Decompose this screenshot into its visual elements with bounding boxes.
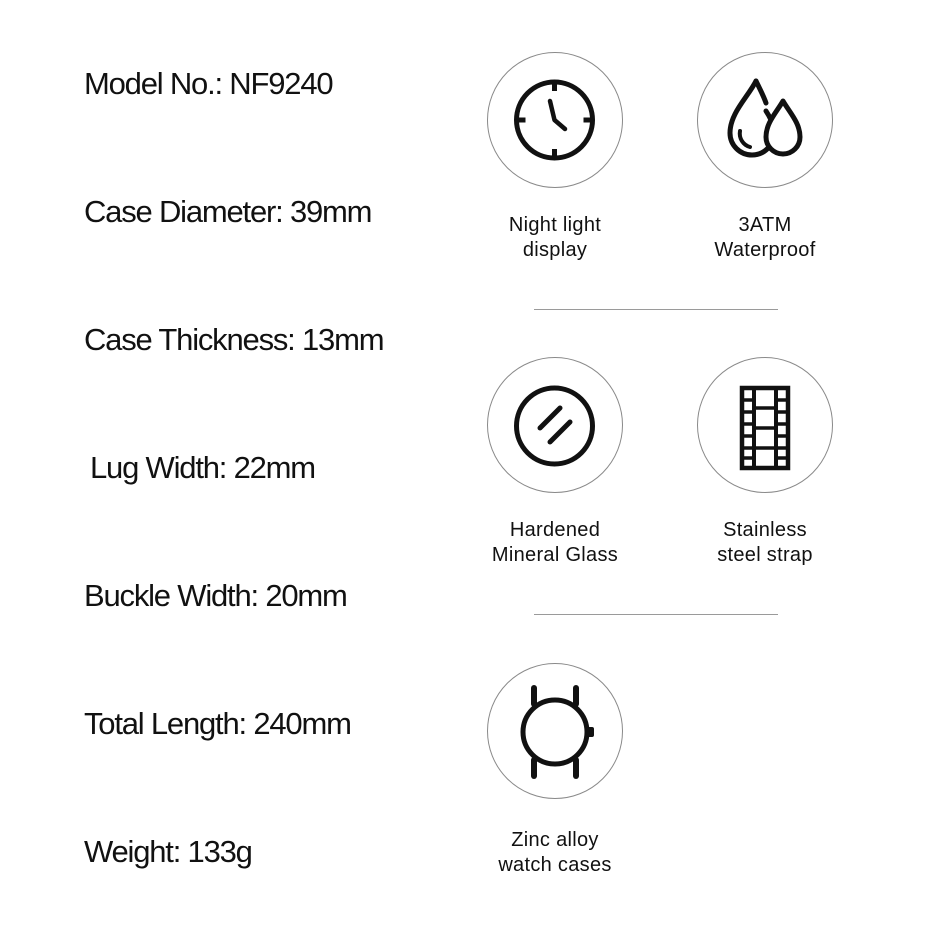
feature-label-zinc-alloy <box>465 828 645 878</box>
feature-label-night-light <box>465 213 645 263</box>
feature-label-line: Waterproof <box>714 239 816 261</box>
spec-total-length: Total Length: 240mm <box>84 706 351 741</box>
feature-label-line: Zinc alloy <box>511 829 599 851</box>
spec-buckle-width: Buckle Width: 20mm <box>84 578 347 613</box>
spec-weight: Weight: 133g <box>84 834 252 869</box>
clock-icon <box>487 52 623 188</box>
water-drops-icon <box>697 52 833 188</box>
spec-model-number: Model No.: NF9240 <box>84 66 333 101</box>
feature-label-line: 3ATM <box>738 214 792 236</box>
feature-label-line: display <box>522 239 588 261</box>
feature-label-line: Mineral Glass <box>491 544 619 566</box>
watch-case-icon <box>487 663 623 799</box>
feature-label-mineral-glass <box>465 518 645 568</box>
glass-icon <box>487 357 623 493</box>
feature-label-waterproof <box>675 213 855 263</box>
feature-label-line: Stainless <box>723 519 807 541</box>
spec-case-diameter: Case Diameter: 39mm <box>84 194 372 229</box>
feature-label-line: watch cases <box>498 854 612 876</box>
feature-label-line: steel strap <box>717 544 813 566</box>
section-divider <box>534 614 778 615</box>
spec-lug-width: Lug Width: 22mm <box>90 450 315 485</box>
strap-icon <box>697 357 833 493</box>
section-divider <box>534 309 778 310</box>
feature-label-steel-strap <box>675 518 855 568</box>
feature-label-line: Night light <box>508 214 602 236</box>
spec-case-thickness: Case Thickness: 13mm <box>84 322 384 357</box>
feature-label-line: Hardened <box>509 519 601 541</box>
